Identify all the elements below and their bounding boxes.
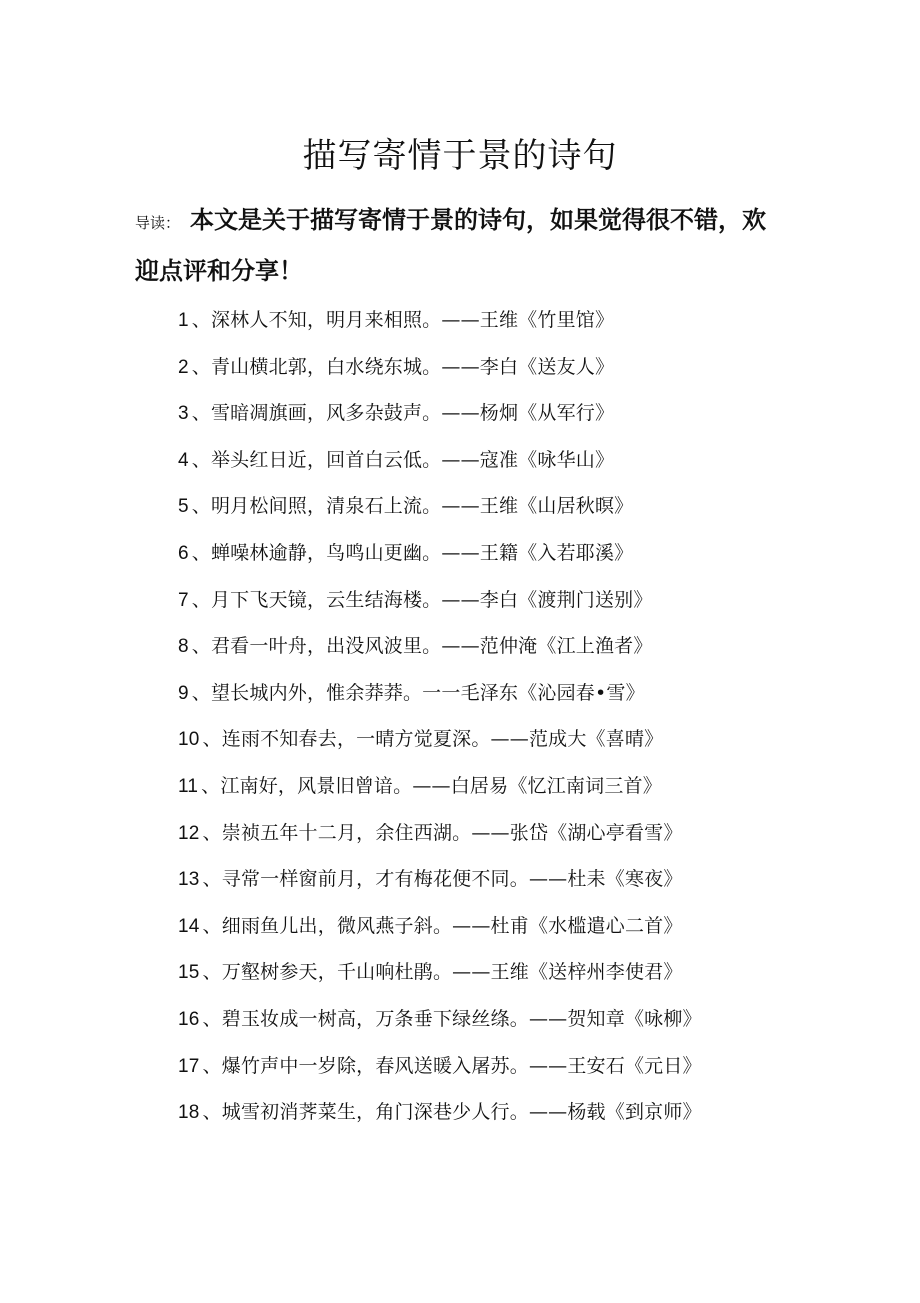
poem-item-14: [178, 906, 828, 953]
poem-text: 、望长城内外，惟余莽莽。一一毛泽东《沁园春•雪》: [191, 681, 645, 704]
poem-list: [178, 300, 828, 1139]
poem-text: 、青山横北郭，白水绕东城。——李白《送友人》: [191, 355, 615, 378]
poem-number: 9: [178, 682, 189, 704]
poem-number: 10: [178, 729, 200, 751]
poem-item-12: [178, 813, 828, 860]
poem-number: 4: [178, 449, 189, 471]
poem-number: 8: [178, 636, 189, 658]
poem-text: 、月下飞天镜，云生结海楼。——李白《渡荆门送别》: [191, 588, 653, 611]
poem-item-4: [178, 440, 828, 487]
poem-item-8: [178, 626, 828, 673]
poem-text: 、江南好，风景旧曾谙。——白居易《忆江南词三首》: [201, 774, 662, 797]
poem-text: 、君看一叶舟，出没风波里。——范仲淹《江上渔者》: [191, 635, 653, 658]
poem-number: 3: [178, 403, 189, 425]
poem-text: 、雪暗凋旗画，风多杂鼓声。——杨炯《从军行》: [191, 402, 615, 425]
poem-text: 、细雨鱼儿出，微风燕子斜。——杜甫《水槛遣心二首》: [202, 914, 683, 937]
poem-item-7: [178, 580, 828, 627]
poem-number: 6: [178, 542, 189, 564]
poem-item-11: [178, 766, 828, 813]
poem-number: 14: [178, 915, 200, 937]
poem-number: 7: [178, 589, 189, 611]
poem-text: 、深林人不知，明月来相照。——王维《竹里馆》: [191, 309, 615, 331]
poem-item-17: [178, 1046, 828, 1093]
poem-text: 、崇祯五年十二月，余住西湖。——张岱《湖心亭看雪》: [202, 821, 683, 844]
poem-text: 、碧玉妆成一树高，万条垂下绿丝绦。——贺知章《咏柳》: [202, 1007, 702, 1030]
poem-number: 5: [178, 496, 189, 518]
poem-number: 13: [178, 869, 200, 891]
poem-number: 2: [178, 356, 189, 378]
poem-number: 11: [178, 775, 199, 797]
poem-number: 18: [178, 1102, 200, 1124]
poem-text: 、明月松间照，清泉石上流。——王维《山居秋暝》: [191, 495, 634, 518]
poem-item-6: [178, 533, 828, 580]
intro-label: 导读：: [135, 214, 181, 232]
poem-item-18: [178, 1092, 828, 1139]
poem-text: 、万壑树参天，千山响杜鹃。——王维《送梓州李使君》: [202, 961, 683, 984]
poem-item-15: [178, 952, 828, 999]
intro-paragraph: [135, 196, 785, 295]
poem-item-9: [178, 673, 828, 720]
page-title: 描写寄情于景的诗句: [302, 136, 618, 176]
poem-number: 12: [178, 822, 200, 844]
poem-number: 16: [178, 1008, 200, 1030]
poem-item-16: [178, 999, 828, 1046]
poem-item-2: [178, 347, 828, 394]
poem-text: 、举头红日近，回首白云低。——寇准《咏华山》: [191, 448, 615, 471]
poem-item-3: [178, 393, 828, 440]
poem-text: 、连雨不知春去，一晴方觉夏深。——范成大《喜晴》: [202, 728, 664, 751]
poem-item-1: [178, 300, 828, 347]
poem-text: 、寻常一样窗前月，才有梅花便不同。——杜耒《寒夜》: [202, 868, 683, 891]
poem-number: 15: [178, 962, 200, 984]
poem-text: 、爆竹声中一岁除，春风送暖入屠苏。——王安石《元日》: [202, 1054, 702, 1077]
poem-number: 1: [178, 310, 189, 331]
intro-text: 本文是关于描写寄情于景的诗句，如果觉得很不错，欢迎点评和分享！: [135, 206, 767, 285]
poem-item-5: [178, 486, 828, 533]
poem-text: 、蝉噪林逾静，鸟鸣山更幽。——王籍《入若耶溪》: [191, 541, 634, 564]
poem-number: 17: [178, 1055, 200, 1077]
poem-item-13: [178, 859, 828, 906]
poem-text: 、城雪初消荠菜生，角门深巷少人行。——杨载《到京师》: [202, 1101, 702, 1124]
poem-item-10: [178, 719, 828, 766]
